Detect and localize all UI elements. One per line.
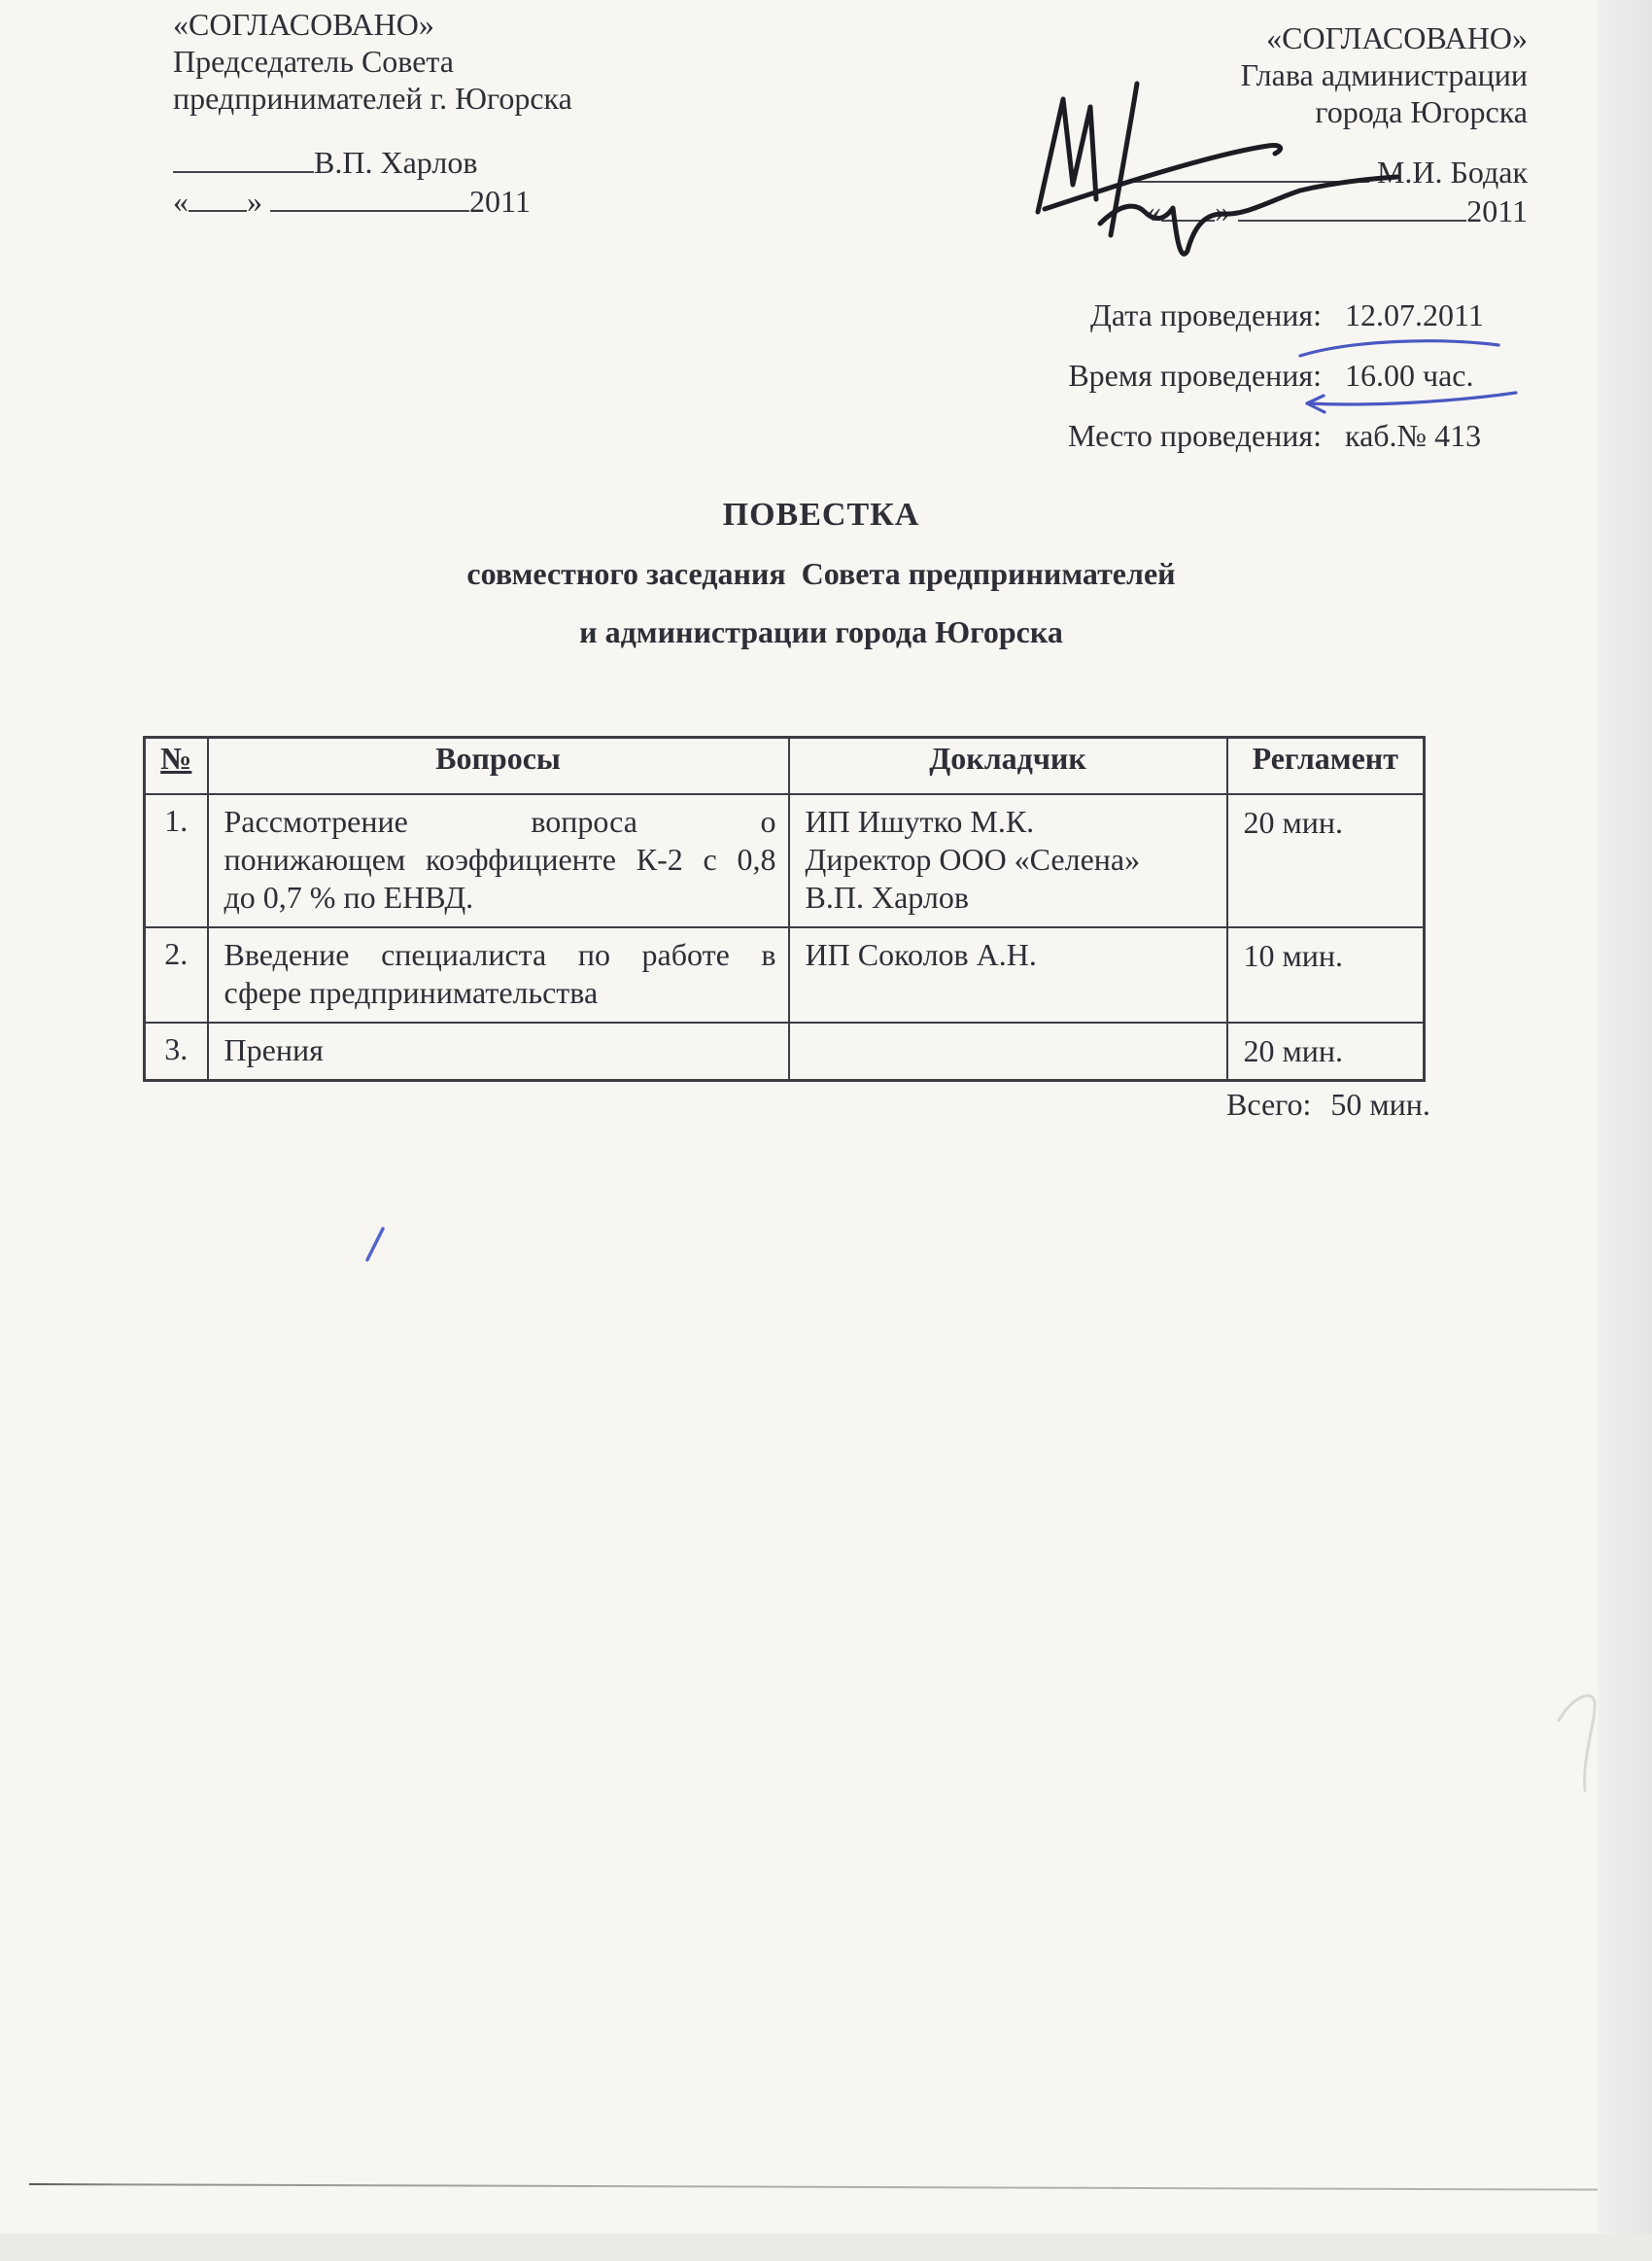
signature-blank-line [173,148,314,173]
title-line-2: совместного заседания Совета предпринимателей [466,556,1176,591]
total-duration-row [1226,1087,1430,1123]
title-line-3: и администрации города Югорска [579,614,1063,649]
scan-artifact-line [29,2183,1642,2191]
signatory-name: М.И. Бодак [1376,155,1528,190]
duration-cell: 10 мин. [1227,927,1425,1023]
agenda-table [143,736,1426,1082]
signature-row-right [983,154,1528,191]
meeting-time-row [967,358,1511,400]
meeting-date-row [967,297,1511,340]
question-line: Прения [224,1032,324,1067]
year-label: 2011 [469,184,531,219]
question-line: сфере предпринимательства [224,975,599,1010]
meeting-place-row [967,418,1511,461]
speaker-cell-empty [789,1023,1227,1081]
question-line: Введение специалиста по работе в [224,937,776,972]
row-number: 2. [145,927,208,1023]
speaker-line: ИП Соколов А.Н. [805,937,1037,972]
month-blank-line [270,187,469,212]
row-number: 3. [145,1023,208,1081]
blue-pen-slash-mark [367,1229,383,1260]
header-speaker: Докладчик [789,738,1227,795]
speaker-cell [789,794,1227,927]
agreed-label-left: «СОГЛАСОВАНО» [173,7,434,42]
title-line-1: ПОВЕСТКА [722,497,920,533]
day-blank-line [1161,196,1215,222]
total-value: 50 мин. [1330,1087,1430,1122]
duration-cell: 20 мин. [1227,1023,1425,1081]
agreed-label-right: «СОГЛАСОВАНО» [1266,20,1528,55]
role-line: предпринимателей г. Югорска [173,81,572,116]
speaker-line: В.П. Харлов [805,880,969,915]
quote-close: » [1215,193,1231,228]
signature-blank-line [1126,157,1369,183]
total-label: Всего: [1226,1087,1312,1122]
row-number: 1. [145,794,208,927]
role-line: Председатель Совета [173,44,454,79]
approval-block-right [983,19,1528,229]
role-line: Глава администрации [1240,57,1528,92]
place-value: каб.№ 413 [1345,418,1482,453]
quote-open: « [1146,193,1162,228]
question-cell [208,927,789,1023]
role-line: города Югорска [1315,94,1528,129]
date-label: Дата проведения: [1090,297,1322,332]
question-cell [208,1023,789,1081]
faint-pencil-mark [1559,1695,1595,1791]
agenda-row [145,927,1425,1023]
agenda-row [145,1023,1425,1081]
signatory-name: В.П. Харлов [314,145,478,180]
date-row-right [983,192,1528,229]
year-label: 2011 [1466,193,1528,228]
place-label: Место проведения: [1068,418,1322,453]
question-line: до 0,7 % по ЕНВД. [224,880,474,915]
agenda-row [145,794,1425,927]
signature-row-left [173,144,717,181]
time-value: 16.00 час. [1345,358,1474,393]
speaker-cell [789,927,1227,1023]
quote-close: » [247,184,262,219]
month-blank-line [1238,196,1466,222]
question-line: Рассмотрение вопроса о [224,804,776,839]
speaker-line: Директор ООО «Селена» [805,842,1141,877]
question-cell [208,794,789,927]
scan-edge-bottom [0,2234,1652,2261]
agenda-header-row [145,738,1425,795]
question-line: понижающем коэффициенте К-2 с 0,8 [224,842,776,877]
header-duration: Регламент [1227,738,1425,795]
header-number: № [145,738,208,795]
speaker-line: ИП Ишутко М.К. [805,804,1035,839]
approval-block-left [173,6,717,220]
document-title [0,486,1642,661]
day-blank-line [189,187,247,212]
header-question: Вопросы [208,738,789,795]
quote-open: « [173,184,189,219]
time-label: Время проведения: [1068,358,1322,393]
date-value: 12.07.2011 [1345,297,1484,332]
date-row-left [173,183,717,220]
duration-cell: 20 мин. [1227,794,1425,927]
scan-edge-right [1598,0,1652,2261]
